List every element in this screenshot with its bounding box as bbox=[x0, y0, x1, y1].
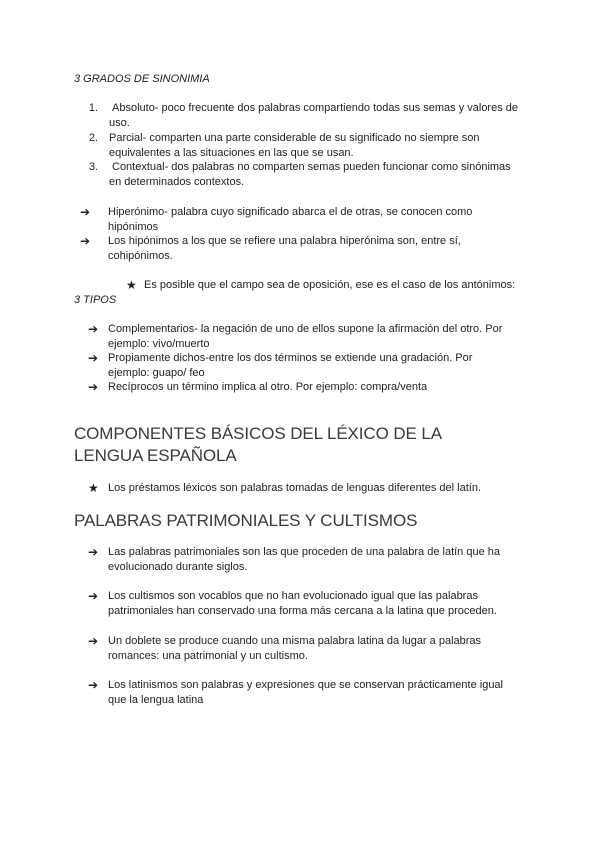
tipos-title: 3 TIPOS bbox=[74, 294, 117, 306]
arrow-icon: ➔ bbox=[88, 380, 99, 394]
star-icon: ★ bbox=[88, 481, 99, 495]
list-number: 1. bbox=[88, 102, 98, 114]
list-text: Los préstamos léxicos son palabras tomadas de lenguas diferentes del latín. bbox=[108, 482, 481, 494]
star-icon: ★ bbox=[126, 278, 137, 292]
arrow-icon: ➔ bbox=[80, 234, 91, 248]
list-text: Contextual- dos palabras no comparten semas pueden funcionar como sinónimas en determinados contextos. bbox=[109, 161, 511, 188]
grados-title: 3 GRADOS DE SINONIMIA bbox=[74, 73, 210, 85]
arrow-icon: ➔ bbox=[88, 351, 99, 365]
arrow-icon: ➔ bbox=[88, 589, 99, 603]
list-text: Los hipónimos a los que se refiere una palabra hiperónima son, entre sí, cohipónimos. bbox=[108, 235, 461, 262]
arrow-icon: ➔ bbox=[88, 545, 99, 559]
arrow-icon: ➔ bbox=[88, 678, 99, 692]
patrimoniales-heading: PALABRAS PATRIMONIALES Y CULTISMOS bbox=[74, 511, 418, 530]
list-text: Complementarios- la negación de uno de ellos supone la afirmación del otro. Por ejemplo: vivo/muerto bbox=[108, 323, 503, 350]
list-text: Parcial- comparten una parte considerable de su significado no siempre son equivalentes a las situaciones en las que se usan. bbox=[109, 132, 480, 159]
list-text: Las palabras patrimoniales son las que proceden de una palabra de latín que ha evolucionado durante siglos. bbox=[108, 546, 500, 573]
list-text: Los latinismos son palabras y expresiones que se conservan prácticamente igual que la lengua latina bbox=[108, 679, 503, 706]
componentes-heading: COMPONENTES BÁSICOS DEL LÉXICO DE LA LENGUA ESPAÑOLA bbox=[74, 424, 442, 465]
arrow-icon: ➔ bbox=[88, 322, 99, 336]
list-number: 3. bbox=[88, 161, 98, 173]
list-number: 2. bbox=[88, 132, 98, 144]
arrow-icon: ➔ bbox=[80, 205, 91, 219]
list-text: Los cultismos son vocablos que no han evolucionado igual que las palabras patrimoniales han conservado una forma más cercana a la latina que proceden. bbox=[108, 590, 497, 617]
arrow-icon: ➔ bbox=[88, 634, 99, 648]
list-text: Propiamente dichos-entre los dos términos se extiende una gradación. Por ejemplo: guapo/ feo bbox=[108, 352, 473, 379]
list-text: Recíprocos un término implica al otro. Por ejemplo: compra/venta bbox=[108, 381, 428, 393]
list-text: Absoluto- poco frecuente dos palabras compartiendo todas sus semas y valores de uso. bbox=[109, 102, 519, 129]
list-text: Hiperónimo- palabra cuyo significado abarca el de otras, se conocen como hipónimos bbox=[108, 206, 473, 233]
list-text: Un doblete se produce cuando una misma palabra latina da lugar a palabras romances: una patrimonial y un cultismo. bbox=[108, 635, 482, 662]
star-note-text: Es posible que el campo sea de oposición, ese es el caso de los antónimos: bbox=[144, 279, 516, 291]
